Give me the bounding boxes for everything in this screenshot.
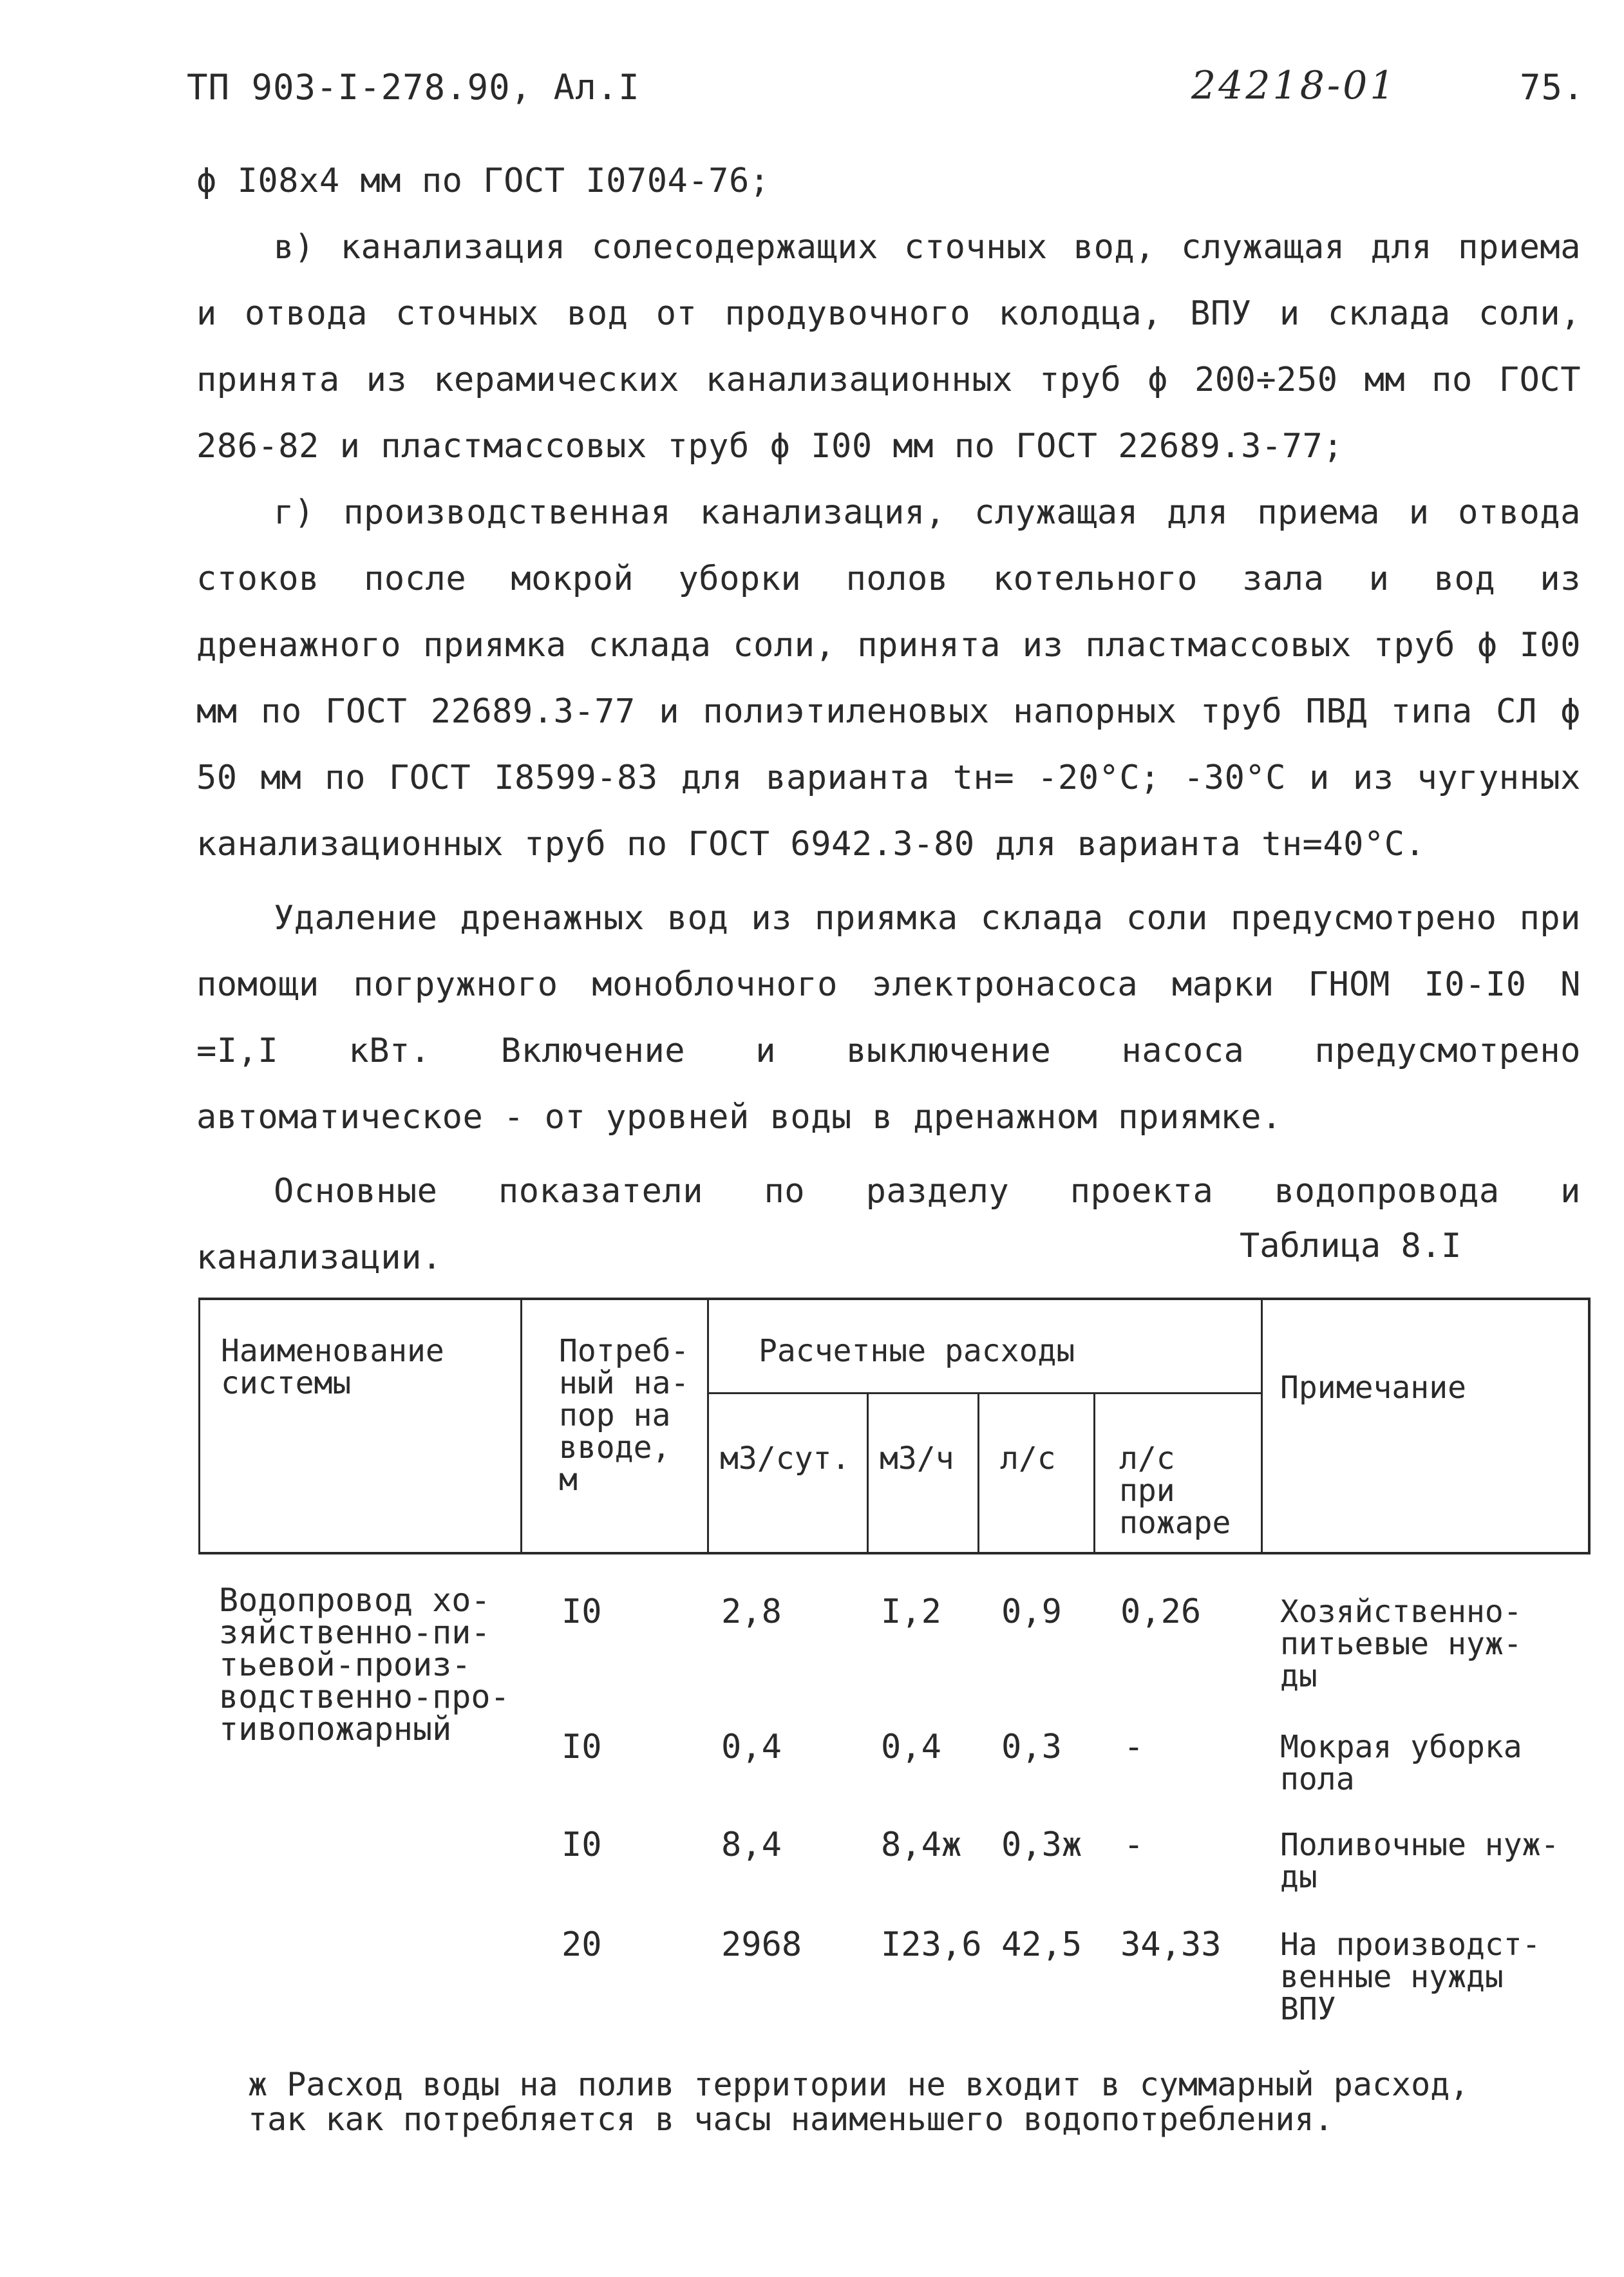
table-row-1-m3-h: I,2 (881, 1592, 941, 1631)
table-row-2-ls: 0,3 (1001, 1728, 1062, 1766)
header-system-name: Наименование системы (221, 1333, 444, 1401)
table-row-3-m3-h: 8,4ж (881, 1826, 962, 1864)
header-liters-per-second: л/с (1000, 1441, 1056, 1477)
table-row-2-ls-fire: - (1124, 1728, 1144, 1766)
paragraph-production-sewer: г) производственная канализация, служащая для приема и отвода стоков после мокрой уборки полов котельного зала и вод из дренажного приямка склада соли, принята из пластмассовых труб ϕ I00 мм по ГОСТ 22689.3-77 и полиэтиленовых напорных труб ПВД типа СЛ ϕ 50 мм по ГОСТ I8599-83 для варианта tн= -20°С; -30°С и из чугунных канализационных труб по ГОСТ 6942.3-80 для варианта tн=40°С. (196, 493, 1581, 864)
table-col-divider-2 (707, 1298, 709, 1554)
table-sub-header-border (707, 1392, 1261, 1394)
table-row-2-m3-h: 0,4 (881, 1728, 941, 1766)
table-row-3-ls: 0,3ж (1001, 1826, 1082, 1864)
paragraph-pipe-size: ϕ I08x4 мм по ГОСТ I0704-76; (196, 162, 770, 200)
table-row-4-note: На производст- венные нужды ВПУ (1280, 1927, 1541, 2027)
table-row-1-ls-fire: 0,26 (1120, 1592, 1202, 1631)
table-row-2-m3-day: 0,4 (721, 1728, 782, 1766)
header-liters-per-second-fire: л/с при пожаре (1119, 1441, 1231, 1541)
table-row-1-note: Хозяйственно- питьевые нуж- ды (1280, 1594, 1522, 1694)
body-text (196, 148, 1581, 1291)
table-col-divider-6 (1261, 1298, 1263, 1554)
paragraph-indicators: Основные показатели по разделу проекта водопровода и канализации. (196, 1172, 1581, 1277)
table-row-3-head: I0 (562, 1826, 602, 1864)
footnote: ж Расход воды на полив территории не входит в суммарный расход, так как потребляется в часы наименьшего водопотребления. (248, 2066, 1469, 2138)
table-row-2-note: Мокрая уборка пола (1280, 1729, 1522, 1797)
table-row-4-ls-fire: 34,33 (1120, 1925, 1222, 1964)
paragraph-drainage: Удаление дренажных вод из приямка склада соли предусмотрено при помощи погружного моноблочного электронасоса марки ГНОМ I0-I0 N =I,I кВт. Включение и выключение насоса предусмотрено автоматическое - от уровней воды в дренажном приямке. (196, 899, 1581, 1137)
table-row-1-m3-day: 2,8 (721, 1592, 782, 1631)
table-row-3-m3-day: 8,4 (721, 1826, 782, 1864)
header-required-head: Потреб- ный на- пор на вводе, м (559, 1333, 690, 1498)
table-caption: Таблица 8.I (1240, 1227, 1462, 1265)
table-right-border (1588, 1298, 1591, 1554)
table-col-divider-3 (867, 1392, 869, 1554)
table-col-divider-5 (1093, 1392, 1095, 1554)
table-row-1-ls: 0,9 (1001, 1592, 1062, 1631)
header-m3-per-day: м3/сут. (720, 1441, 851, 1477)
handwritten-code: 24218-01 (1191, 63, 1397, 108)
table-top-border (198, 1298, 1591, 1300)
table-row-4-head: 20 (562, 1925, 602, 1964)
header-note: Примечание (1280, 1370, 1466, 1406)
table-row-4-m3-day: 2968 (721, 1925, 802, 1964)
table-row-2-head: I0 (562, 1728, 602, 1766)
table-row-4-m3-h: I23,6 (881, 1925, 982, 1964)
document-reference: ТП 903-I-278.90, Ал.I (187, 67, 640, 108)
page-number: 75. (1520, 67, 1585, 108)
header-m3-per-hour: м3/ч (880, 1441, 954, 1477)
header-calculated-flows: Расчетные расходы (759, 1333, 1075, 1369)
table-row-1-head: I0 (562, 1592, 602, 1631)
paragraph-salt-sewer: в) канализация солесодержащих сточных вод, служащая для приема и отвода сточных вод от продувочного колодца, ВПУ и склада соли, принята из керамических канализационных труб ϕ 200÷250 мм по ГОСТ 286-82 и пластмассовых труб ϕ I00 мм по ГОСТ 22689.3-77; (196, 228, 1581, 466)
table-col-divider-1 (520, 1298, 522, 1554)
table-left-border (198, 1298, 200, 1554)
table-row-4-ls: 42,5 (1001, 1925, 1082, 1964)
table-row-3-ls-fire: - (1124, 1826, 1144, 1864)
table-row-3-note: Поливочные нуж- ды (1280, 1827, 1560, 1895)
table-col-divider-4 (977, 1392, 979, 1554)
system-name-cell: Водопровод хо- зяйственно-пи- тьевой-произ- водственно-про- тивопожарный (219, 1582, 510, 1748)
table-header-bottom-border (198, 1552, 1591, 1554)
